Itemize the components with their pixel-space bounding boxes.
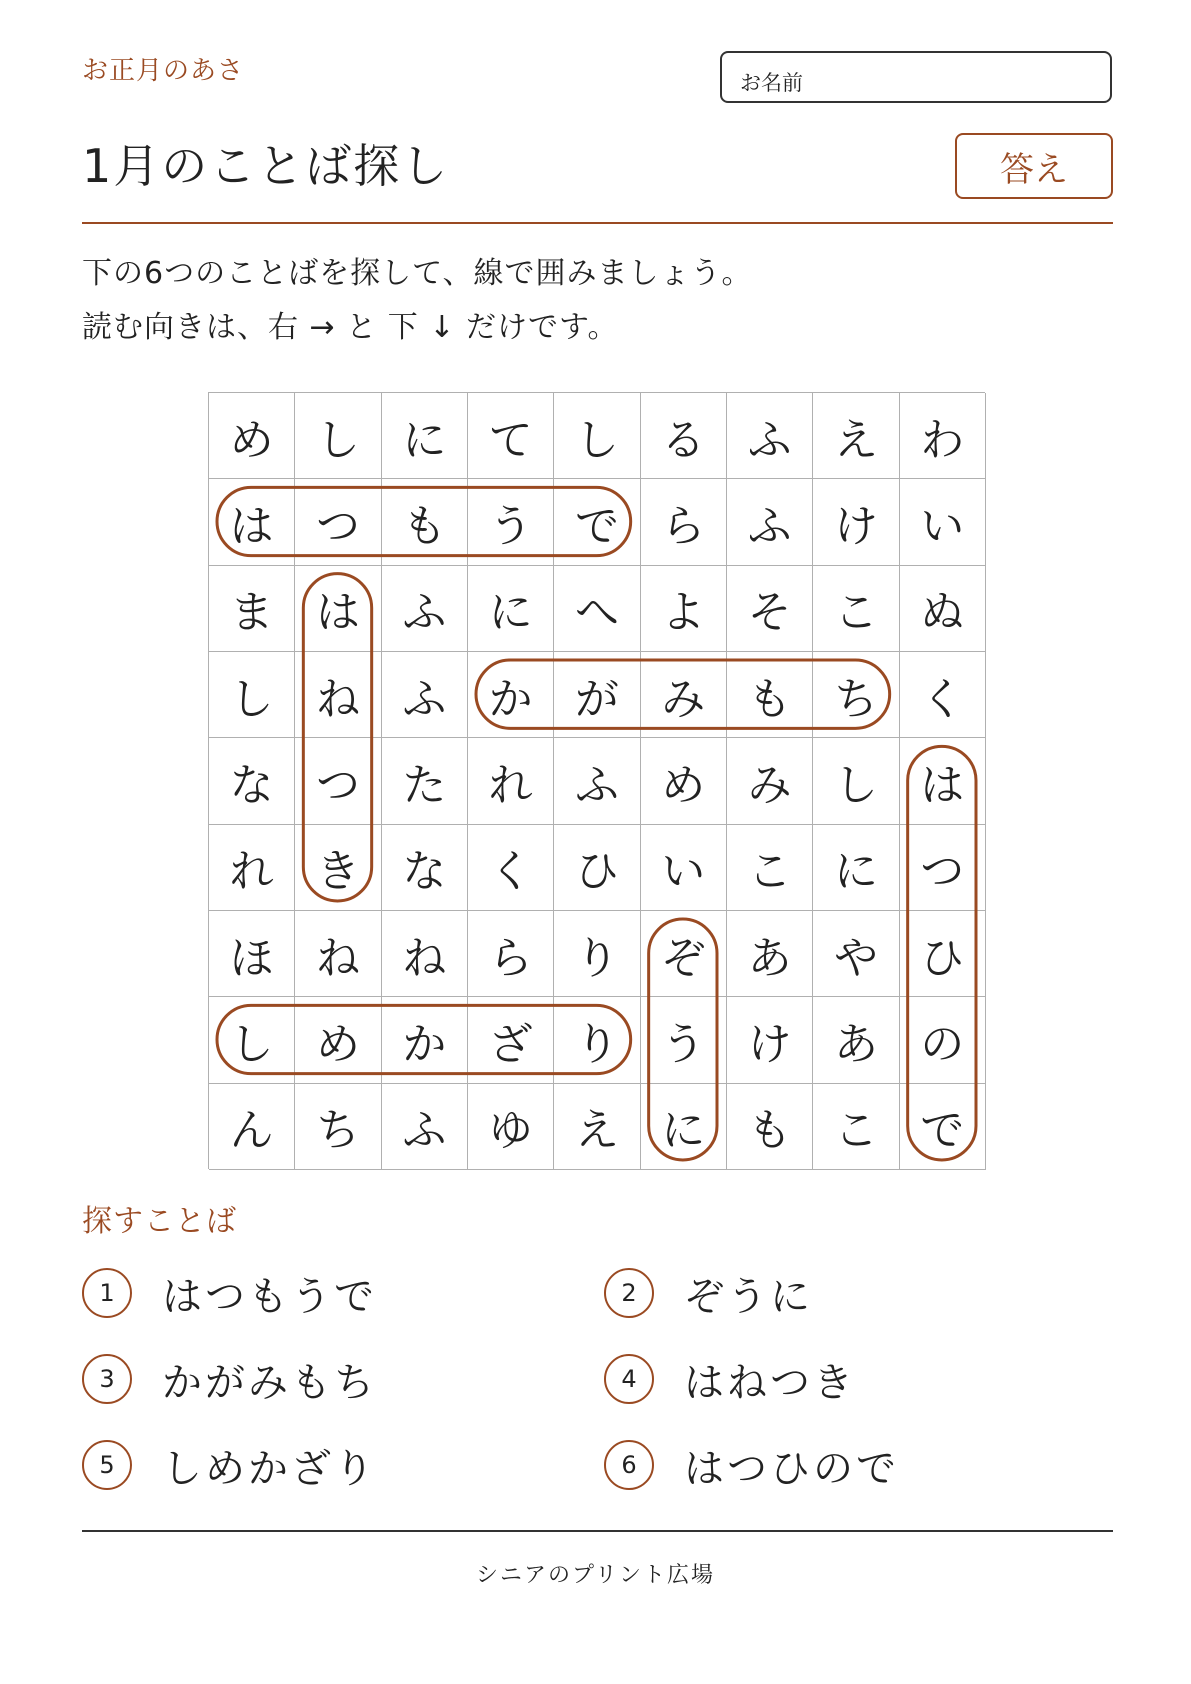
- grid-cell: し: [813, 738, 899, 824]
- grid-cell: わ: [900, 393, 986, 479]
- grid-cell: ほ: [209, 911, 295, 997]
- footer-credit: シニアのプリント広場: [475, 1563, 716, 1588]
- word-text: はねつき: [684, 1359, 856, 1406]
- word-list-right: [604, 1265, 899, 1493]
- grid-cell: ん: [209, 1084, 295, 1170]
- grid-cell: き: [295, 825, 381, 911]
- grid-cell: よ: [641, 566, 727, 652]
- grid-cell: ぬ: [900, 566, 986, 652]
- grid-cell: る: [641, 393, 727, 479]
- footer-divider: [82, 1530, 1113, 1532]
- grid-cell: が: [554, 652, 640, 738]
- grid-cell: い: [641, 825, 727, 911]
- grid-cell: く: [900, 652, 986, 738]
- grid-cell: れ: [468, 738, 554, 824]
- grid-cell: ら: [468, 911, 554, 997]
- grid-cell: ひ: [900, 911, 986, 997]
- grid-cell: う: [641, 997, 727, 1083]
- word-number-badge: 2: [604, 1268, 654, 1318]
- word-search-grid: [208, 392, 985, 1169]
- grid-cell: の: [900, 997, 986, 1083]
- grid-cell: な: [382, 825, 468, 911]
- word-number-badge: 1: [82, 1268, 132, 1318]
- grid-cell: に: [382, 393, 468, 479]
- word-list-left: [82, 1265, 377, 1493]
- grid-cell: け: [813, 479, 899, 565]
- grid-cell: ざ: [468, 997, 554, 1083]
- grid-cell: し: [554, 393, 640, 479]
- grid-cell: ら: [641, 479, 727, 565]
- grid-cell: は: [209, 479, 295, 565]
- grid-cell: か: [382, 997, 468, 1083]
- answer-button[interactable]: [955, 133, 1113, 199]
- grid-cell: い: [900, 479, 986, 565]
- word-number-badge: 5: [82, 1440, 132, 1490]
- grid-cell: に: [813, 825, 899, 911]
- word-number-badge: 4: [604, 1354, 654, 1404]
- grid-cell: あ: [813, 997, 899, 1083]
- grid-cell: れ: [209, 825, 295, 911]
- list-item: [82, 1265, 377, 1321]
- list-item: [604, 1437, 899, 1493]
- grid-cell: も: [382, 479, 468, 565]
- grid-cell: ね: [295, 652, 381, 738]
- grid-cell: つ: [295, 738, 381, 824]
- grid-cell: え: [813, 393, 899, 479]
- grid-cell: み: [727, 738, 813, 824]
- grid-cell: そ: [727, 566, 813, 652]
- name-label: お名前: [740, 71, 803, 95]
- name-field[interactable]: [720, 51, 1112, 103]
- grid-cell: み: [641, 652, 727, 738]
- grid-cell: ふ: [382, 652, 468, 738]
- grid-cell: ね: [295, 911, 381, 997]
- grid-cell: ふ: [727, 479, 813, 565]
- grid-cell: に: [468, 566, 554, 652]
- grid-cell: し: [209, 997, 295, 1083]
- grid-cell: で: [900, 1084, 986, 1170]
- grid-cell: ま: [209, 566, 295, 652]
- category-label: お正月のあさ: [82, 56, 245, 86]
- page-title: 1月のことば探し: [82, 139, 450, 193]
- grid-cell: し: [295, 393, 381, 479]
- grid-cell: ふ: [554, 738, 640, 824]
- grid-cell: て: [468, 393, 554, 479]
- word-text: はつもうで: [162, 1273, 377, 1320]
- grid-cell: ひ: [554, 825, 640, 911]
- list-item: [82, 1351, 377, 1407]
- grid-cell: た: [382, 738, 468, 824]
- word-text: かがみもち: [162, 1359, 377, 1406]
- grid-cell: あ: [727, 911, 813, 997]
- header-divider: [82, 222, 1113, 224]
- instruction-line-2: 読む向きは、右 → と 下 ↓ だけです。: [82, 310, 619, 345]
- word-text: しめかざり: [162, 1445, 377, 1492]
- grid-cell: ぞ: [641, 911, 727, 997]
- grid-cell: こ: [727, 825, 813, 911]
- grid-cell: へ: [554, 566, 640, 652]
- list-item: [604, 1351, 899, 1407]
- grid-cell: め: [295, 997, 381, 1083]
- grid-cell: つ: [295, 479, 381, 565]
- answer-button-label: 答え: [1000, 149, 1068, 190]
- grid-cell: な: [209, 738, 295, 824]
- instruction-line-1: 下の6つのことばを探して、線で囲みましょう。: [82, 256, 753, 291]
- grid-cell: う: [468, 479, 554, 565]
- grid-cell: こ: [813, 566, 899, 652]
- grid-cell: ち: [295, 1084, 381, 1170]
- word-number-badge: 6: [604, 1440, 654, 1490]
- grid-cell: り: [554, 911, 640, 997]
- grid-cell: に: [641, 1084, 727, 1170]
- word-text: はつひので: [684, 1445, 899, 1492]
- grid-cell: ふ: [727, 393, 813, 479]
- grid-cell: も: [727, 1084, 813, 1170]
- grid-cell: ゆ: [468, 1084, 554, 1170]
- list-item: [82, 1437, 377, 1493]
- grid-cell: め: [209, 393, 295, 479]
- grid-cell: え: [554, 1084, 640, 1170]
- grid-cell: は: [295, 566, 381, 652]
- grid-cell: か: [468, 652, 554, 738]
- grid-cell: つ: [900, 825, 986, 911]
- word-text: ぞうに: [684, 1273, 813, 1320]
- grid-cell: ね: [382, 911, 468, 997]
- grid-cell: も: [727, 652, 813, 738]
- grid-cell: り: [554, 997, 640, 1083]
- grid-cell: め: [641, 738, 727, 824]
- list-item: [604, 1265, 899, 1321]
- grid-cell: や: [813, 911, 899, 997]
- grid-cell: ふ: [382, 1084, 468, 1170]
- grid-cell: く: [468, 825, 554, 911]
- grid-cell: ふ: [382, 566, 468, 652]
- grid-cell: け: [727, 997, 813, 1083]
- grid-cell: こ: [813, 1084, 899, 1170]
- word-number-badge: 3: [82, 1354, 132, 1404]
- word-list-heading: 探すことば: [82, 1204, 237, 1239]
- grid-cell: ち: [813, 652, 899, 738]
- grid-cell: し: [209, 652, 295, 738]
- grid-cell: は: [900, 738, 986, 824]
- grid-cell: で: [554, 479, 640, 565]
